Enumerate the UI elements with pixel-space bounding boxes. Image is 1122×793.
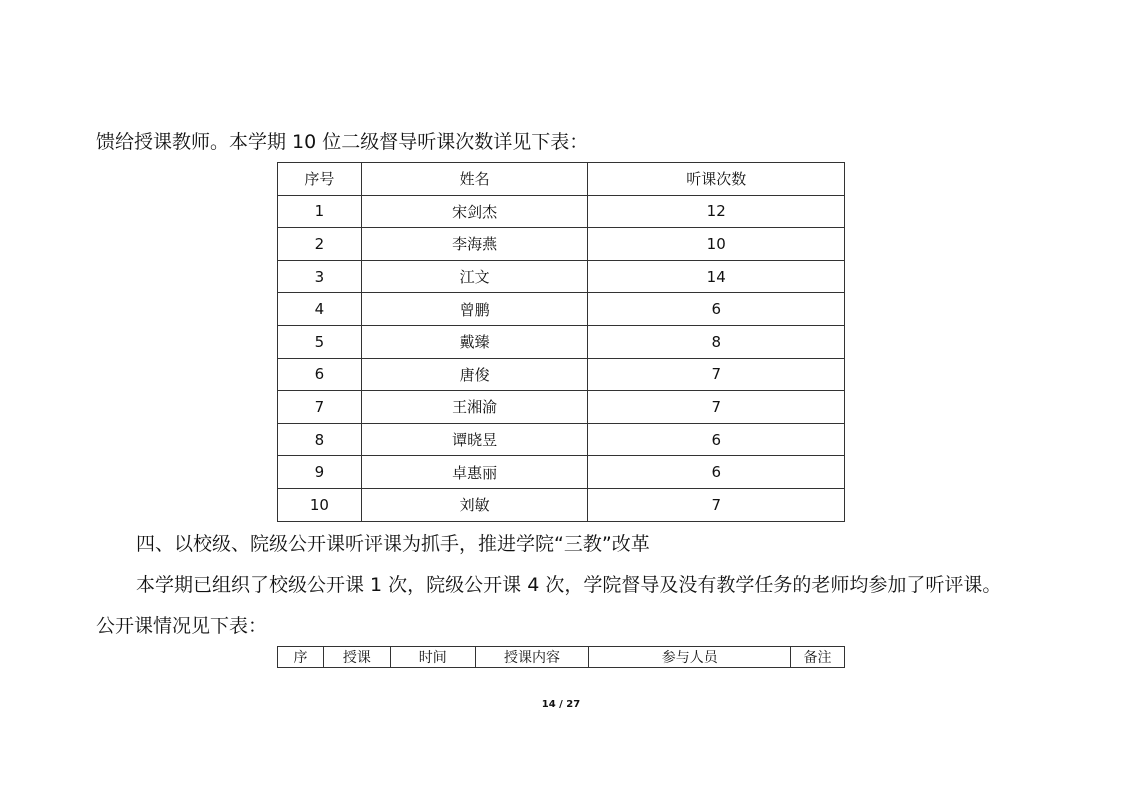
table-row [278,325,845,358]
row-index: 7 [278,391,362,424]
row-name: 刘敏 [361,488,588,521]
row-index: 1 [278,195,362,228]
supervisor-listening-table [277,162,845,522]
section-heading-four: 四、以校级、院级公开课听评课为抓手，推进学院“三教”改革 [136,533,650,555]
row-count: 6 [588,456,845,489]
row-name: 谭晓昱 [361,423,588,456]
row-index: 8 [278,423,362,456]
row-index: 3 [278,260,362,293]
header-cell-index: 序号 [278,163,362,196]
table-row [278,358,845,391]
row-name: 戴臻 [361,325,588,358]
row-count: 6 [588,293,845,326]
row-name: 江文 [361,260,588,293]
row-count: 7 [588,391,845,424]
row-count: 6 [588,423,845,456]
header-cell-count: 听课次数 [588,163,845,196]
header-cell-remarks: 备注 [791,647,845,668]
table-row [278,423,845,456]
table-row [278,456,845,489]
row-index: 5 [278,325,362,358]
header-cell-lecturer: 授课 [323,647,390,668]
header-cell-index: 序 [278,647,324,668]
table-row [278,391,845,424]
row-index: 10 [278,488,362,521]
header-cell-name: 姓名 [361,163,588,196]
row-index: 6 [278,358,362,391]
header-cell-participants: 参与人员 [589,647,791,668]
open-class-table-intro: 公开课情况见下表： [96,615,268,637]
row-name: 卓惠丽 [361,456,588,489]
row-name: 王湘渝 [361,391,588,424]
open-class-table [277,646,845,668]
row-name: 宋剑杰 [361,195,588,228]
row-count: 14 [588,260,845,293]
row-index: 2 [278,228,362,261]
table-row [278,293,845,326]
header-cell-time: 时间 [390,647,475,668]
row-count: 10 [588,228,845,261]
row-count: 8 [588,325,845,358]
page-number: 14 / 27 [541,699,581,710]
intro-paragraph: 馈给授课教师。本学期 10 位二级督导听课次数详见下表： [96,131,589,153]
table-header-row [278,163,845,196]
header-cell-content: 授课内容 [475,647,589,668]
table-header-row [278,647,845,668]
row-count: 12 [588,195,845,228]
row-count: 7 [588,488,845,521]
table-row [278,260,845,293]
open-class-paragraph: 本学期已组织了校级公开课 1 次，院级公开课 4 次，学院督导及没有教学任务的老师均参加了听评课。 [136,574,1002,596]
table-row [278,488,845,521]
table-row [278,195,845,228]
table-row [278,228,845,261]
row-index: 4 [278,293,362,326]
row-count: 7 [588,358,845,391]
row-name: 唐俊 [361,358,588,391]
row-index: 9 [278,456,362,489]
row-name: 曾鹏 [361,293,588,326]
row-name: 李海燕 [361,228,588,261]
